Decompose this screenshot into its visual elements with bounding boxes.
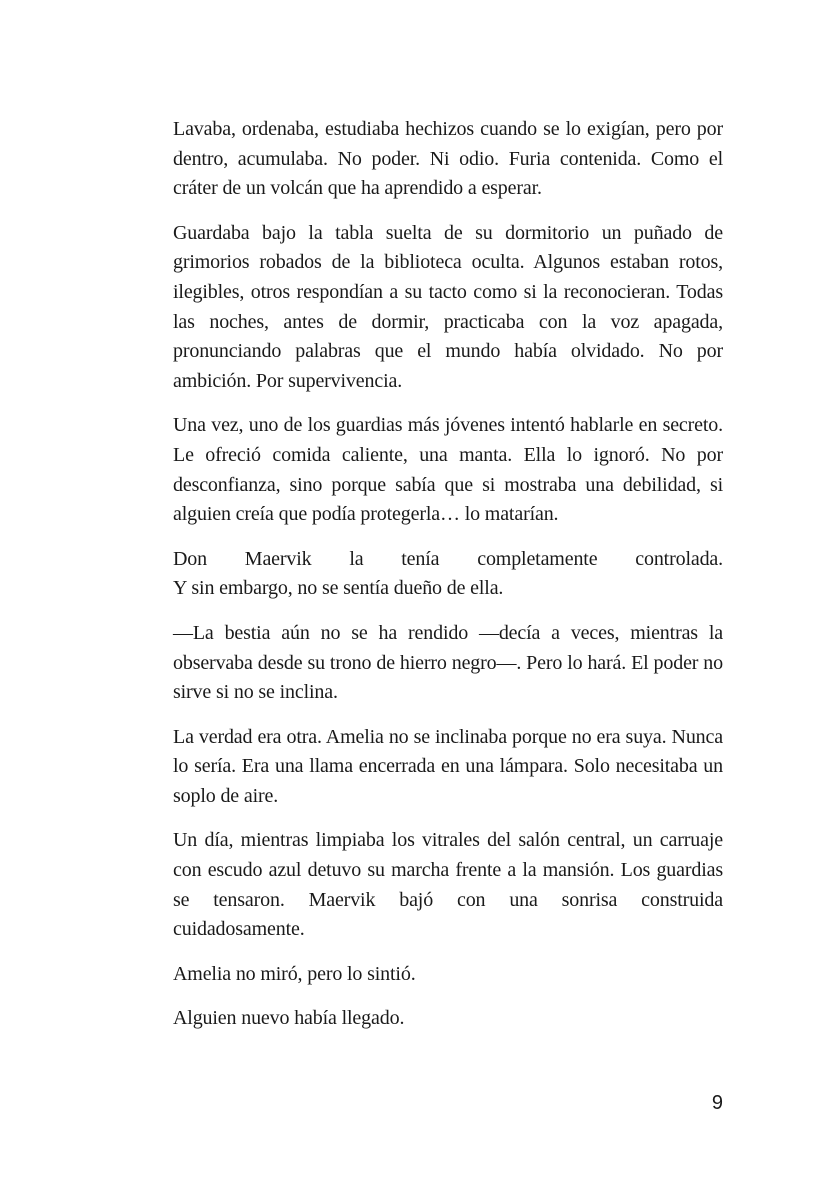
paragraph-9: Alguien nuevo había llegado.	[173, 1007, 405, 1030]
paragraph-2: Guardaba bajo la tabla suelta de su dormitorio un puñado de grimorios robados de la biblioteca oculta. Algunos estaban rotos, ilegibles, otros respondían a su tacto como si la reconocieran. Todas las noches, antes de dormir, practicaba con la voz apagada, pronunciando palabras que el mundo había olvidado. No por ambición. Por supervivencia.	[173, 221, 723, 392]
paragraph-5: —La bestia aún no se ha rendido —decía a veces, mientras la observaba desde su trono de hierro negro—. Pero lo hará. El poder no sirve si no se inclina.	[173, 621, 723, 704]
paragraph-7: Un día, mientras limpiaba los vitrales del salón central, un carruaje con escudo azul detuvo su marcha frente a la mansión. Los guardias se tensaron. Maervik bajó con una sonrisa construida cuidadosamente.	[173, 829, 723, 941]
paragraph-4b: Y sin embargo, no se sentía dueño de ella.	[173, 577, 504, 600]
paragraph-6: La verdad era otra. Amelia no se inclinaba porque no era suya. Nunca lo sería. Era una llama encerrada en una lámpara. Solo necesitaba un soplo de aire.	[173, 725, 723, 807]
page-number: 9	[711, 1092, 723, 1114]
paragraph-3: Una vez, uno de los guardias más jóvenes intentó hablarle en secreto. Le ofreció comida caliente, una manta. Ella lo ignoró. No por desconfianza, sino porque sabía que si mostraba una debilidad, si alguien creía que podía protegerla… lo matarían.	[173, 414, 723, 526]
paragraph-4	[173, 545, 723, 575]
paragraph-4-line-1: Don Maervik la tenía completamente controlada.	[173, 547, 723, 570]
paragraph-1: Lavaba, ordenaba, estudiaba hechizos cuando se lo exigían, pero por dentro, acumulaba. No poder. Ni odio. Furia contenida. Como el cráter de un volcán que ha aprendido a esperar.	[173, 118, 723, 200]
body-text	[173, 115, 723, 1049]
paragraph-8: Amelia no miró, pero lo sintió.	[173, 962, 416, 985]
